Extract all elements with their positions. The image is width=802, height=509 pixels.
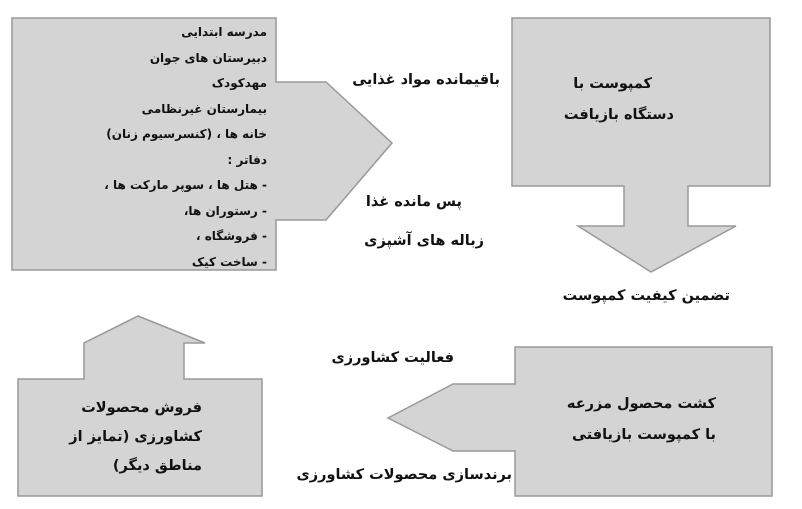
source-item: مهدکودک <box>211 76 267 90</box>
compost-line-1: کمپوست با <box>573 76 652 92</box>
cultivation-line-2: با کمپوست بازیافتی <box>572 427 716 443</box>
source-item: بیمارستان غیرنظامی <box>141 101 267 116</box>
sales-box-text <box>69 394 202 481</box>
cultivation-line-1: کشت محصول مزرعه <box>566 396 716 412</box>
compost-box-text <box>564 69 674 131</box>
source-item: دبیرستان های جوان <box>149 50 267 65</box>
source-item: مدرسه ابتدایی <box>181 25 267 39</box>
source-item: - ساخت کیک <box>191 254 267 269</box>
farming-activity-label: فعالیت کشاورزی <box>331 350 454 366</box>
sources-list <box>104 20 267 275</box>
sales-line-1: فروش محصولات <box>81 400 202 416</box>
sales-line-3: مناطق دیگر) <box>112 458 202 474</box>
source-item: - فروشگاه ، <box>195 229 267 243</box>
source-item: دفاتر : <box>227 152 267 167</box>
branding-label: برندسازی محصولات کشاورزی <box>296 467 512 483</box>
compost-line-2: دستگاه بازیافت <box>563 107 674 123</box>
compost-arrow <box>512 18 770 272</box>
source-item: - هتل ها ، سوپر مارکت ها ، <box>104 178 267 192</box>
kitchen-waste-label: زباله های آشپزی <box>364 233 484 249</box>
leftover-food-label: پس مانده غذا <box>365 194 462 210</box>
quality-assurance-label: تضمین کیفیت کمپوست <box>562 288 730 304</box>
source-item: - رستوران ها، <box>183 203 267 218</box>
sales-line-2: کشاورزی (تمایز از <box>69 429 202 445</box>
source-item: خانه ها ، (کنسرسیوم زنان) <box>106 127 267 141</box>
cultivation-box-text <box>567 389 716 451</box>
food-waste-label: باقیمانده مواد غذایی <box>352 72 500 88</box>
